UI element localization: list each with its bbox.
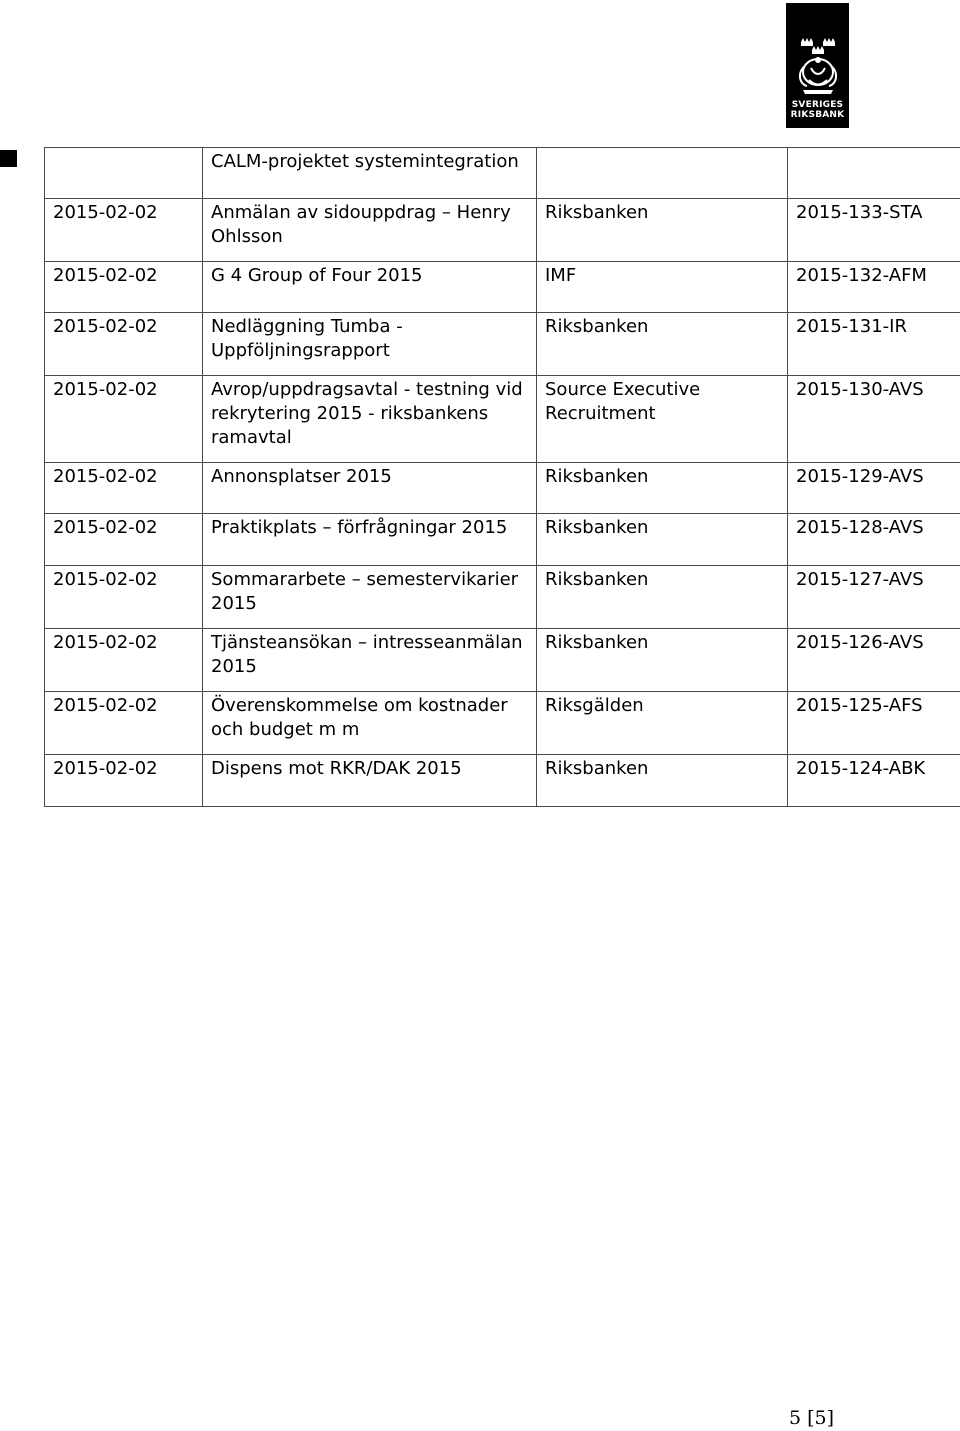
table-row	[45, 692, 960, 755]
subject-cell: Praktikplats – förfrågningar 2015	[203, 514, 537, 566]
party-cell: Riksbanken	[537, 463, 788, 514]
subject-cell: Nedläggning Tumba - Uppföljningsrapport	[203, 313, 537, 376]
subject-cell: CALM-projektet systemintegration	[203, 148, 537, 199]
reference-cell	[788, 148, 960, 199]
reference-cell: 2015-129-AVS	[788, 463, 960, 514]
party-cell: Riksbanken	[537, 514, 788, 566]
subject-cell: Annonsplatser 2015	[203, 463, 537, 514]
party-cell: Riksgälden	[537, 692, 788, 755]
date-cell: 2015-02-02	[45, 376, 203, 463]
table-row	[45, 755, 960, 807]
date-cell: 2015-02-02	[45, 262, 203, 313]
subject-cell: Dispens mot RKR/DAK 2015	[203, 755, 537, 807]
date-cell: 2015-02-02	[45, 313, 203, 376]
reference-cell: 2015-125-AFS	[788, 692, 960, 755]
bullet-square-icon	[0, 150, 17, 167]
party-cell: Riksbanken	[537, 199, 788, 262]
reference-cell: 2015-133-STA	[788, 199, 960, 262]
reference-cell: 2015-130-AVS	[788, 376, 960, 463]
date-cell: 2015-02-02	[45, 692, 203, 755]
table-row	[45, 463, 960, 514]
subject-cell: Sommararbete – semestervikarier 2015	[203, 566, 537, 629]
diary-table	[44, 147, 960, 807]
logo-text-line2: RIKSBANK	[790, 110, 845, 120]
reference-cell: 2015-127-AVS	[788, 566, 960, 629]
date-cell: 2015-02-02	[45, 514, 203, 566]
reference-cell: 2015-131-IR	[788, 313, 960, 376]
table-row	[45, 262, 960, 313]
date-cell: 2015-02-02	[45, 629, 203, 692]
date-cell: 2015-02-02	[45, 566, 203, 629]
date-cell: 2015-02-02	[45, 199, 203, 262]
table-row	[45, 199, 960, 262]
subject-cell: Anmälan av sidouppdrag – Henry Ohlsson	[203, 199, 537, 262]
logo-text-line1: SVERIGES	[791, 100, 844, 110]
party-cell: Source Executive Recruitment	[537, 376, 788, 463]
table-row	[45, 313, 960, 376]
party-cell: Riksbanken	[537, 755, 788, 807]
table-row	[45, 148, 960, 199]
party-cell: Riksbanken	[537, 629, 788, 692]
reference-cell: 2015-128-AVS	[788, 514, 960, 566]
riksbank-logo	[786, 3, 849, 128]
page-number: 5 [5]	[789, 1407, 835, 1429]
subject-cell: Överenskommelse om kostnader och budget m m	[203, 692, 537, 755]
party-cell: IMF	[537, 262, 788, 313]
reference-cell: 2015-132-AFM	[788, 262, 960, 313]
table-row	[45, 629, 960, 692]
table-row	[45, 376, 960, 463]
table-row	[45, 566, 960, 629]
date-cell	[45, 148, 203, 199]
reference-cell: 2015-126-AVS	[788, 629, 960, 692]
table-row	[45, 514, 960, 566]
party-cell: Riksbanken	[537, 313, 788, 376]
party-cell	[537, 148, 788, 199]
party-cell: Riksbanken	[537, 566, 788, 629]
crown-emblem-icon	[793, 38, 843, 96]
subject-cell: Avrop/uppdragsavtal - testning vid rekrytering 2015 - riksbankens ramavtal	[203, 376, 537, 463]
subject-cell: Tjänsteansökan – intresseanmälan 2015	[203, 629, 537, 692]
subject-cell: G 4 Group of Four 2015	[203, 262, 537, 313]
date-cell: 2015-02-02	[45, 755, 203, 807]
date-cell: 2015-02-02	[45, 463, 203, 514]
reference-cell: 2015-124-ABK	[788, 755, 960, 807]
